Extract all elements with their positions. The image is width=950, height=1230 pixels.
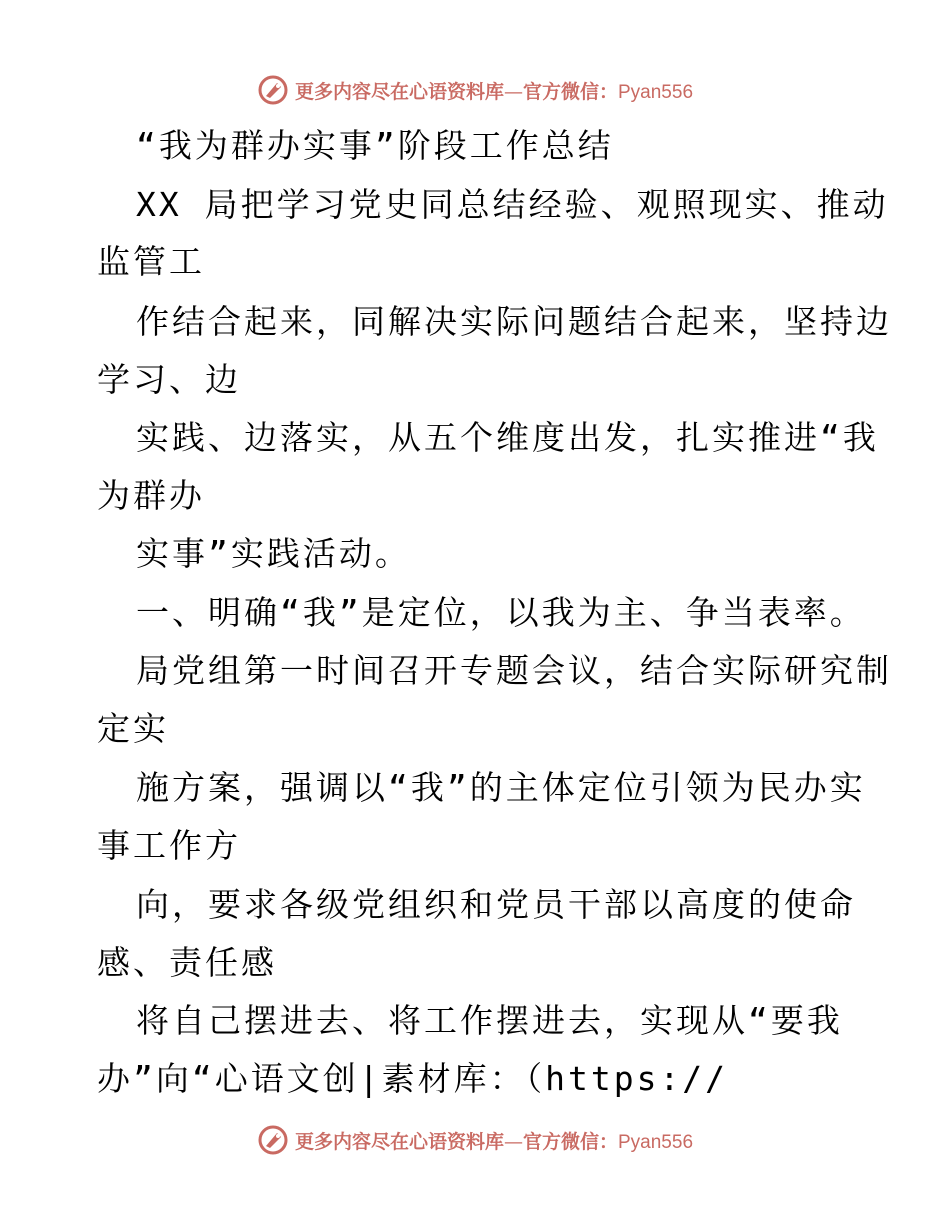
paragraph-line: 局党组第一时间召开专题会议，结合实际研究制 <box>136 651 892 690</box>
paragraph-line: 作结合起来，同解决实际问题结合起来，坚持边 <box>136 302 892 341</box>
document-title: “我为群办实事”阶段工作总结 <box>136 126 614 165</box>
paragraph-line: 事工作方 <box>97 826 241 865</box>
banner-wechat-id: Pyan556 <box>618 81 694 103</box>
paragraph-line: 感、责任感 <box>97 943 277 982</box>
paragraph-line: 为群办 <box>97 476 205 515</box>
banner-dash: — <box>503 1130 523 1153</box>
paragraph-line: 实事”实践活动。 <box>136 534 411 573</box>
section-heading: 一、明确“我”是定位，以我为主、争当表率。 <box>136 593 866 632</box>
paragraph-line: 监管工 <box>97 242 205 281</box>
pen-nib-logo-icon <box>257 1124 289 1156</box>
paragraph-line: XX 局把学习党史同总结经验、观照现实、推动 <box>136 185 889 224</box>
paragraph-line: 办”向“心语文创|素材库：（https:// <box>97 1059 729 1098</box>
paragraph-line: 定实 <box>97 709 169 748</box>
paragraph-line: 向，要求各级党组织和党员干部以高度的使命 <box>136 885 856 924</box>
banner-wechat-id: Pyan556 <box>618 1131 694 1153</box>
footer-banner <box>0 1120 950 1160</box>
banner-dash: — <box>503 80 523 103</box>
footer-banner-text <box>295 1127 693 1154</box>
paragraph-line: 实践、边落实，从五个维度出发，扎实推进“我 <box>136 418 879 457</box>
banner-official-label: 官方微信： <box>522 1130 618 1153</box>
banner-slogan: 更多内容尽在心语资料库 <box>294 1130 504 1153</box>
paragraph-line: 学习、边 <box>97 360 241 399</box>
banner-slogan: 更多内容尽在心语资料库 <box>294 80 504 103</box>
paragraph-line: 将自己摆进去、将工作摆进去，实现从“要我 <box>136 1001 843 1040</box>
paragraph-line: 施方案，强调以“我”的主体定位引领为民办实 <box>136 768 866 807</box>
banner-official-label: 官方微信： <box>522 80 618 103</box>
